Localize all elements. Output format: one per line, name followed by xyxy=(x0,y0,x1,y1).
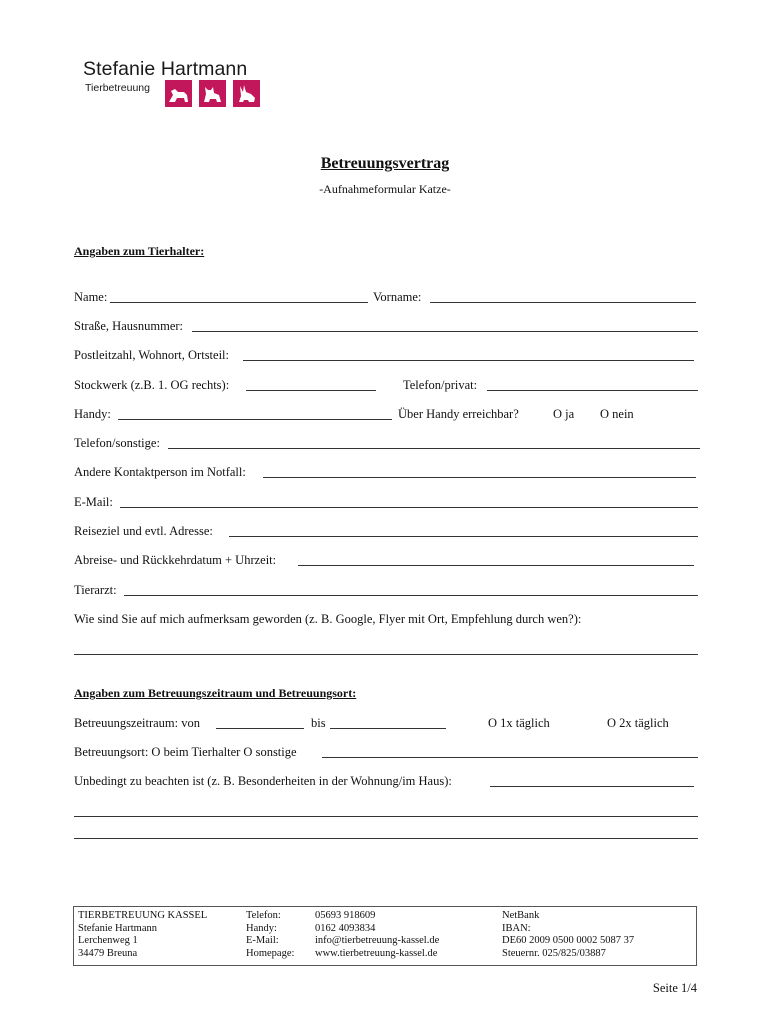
kontakt-field[interactable] xyxy=(263,477,696,478)
name-field[interactable] xyxy=(110,302,368,303)
page-title: Betreuungsvertrag xyxy=(320,155,450,172)
handy-label: Handy: xyxy=(74,407,111,421)
strasse-label: Straße, Hausnummer: xyxy=(74,319,184,333)
option-nein[interactable]: O nein xyxy=(600,407,634,421)
footer-steuer: Steuernr. 025/825/03887 xyxy=(502,947,606,959)
footer-bank: NetBank xyxy=(502,910,540,921)
option-ja[interactable]: O ja xyxy=(553,407,575,421)
option-1x-taeglich[interactable]: O 1x täglich xyxy=(488,716,550,730)
page-number: Seite 1/4 xyxy=(652,981,697,995)
bis-label: bis xyxy=(311,716,326,730)
strasse-field[interactable] xyxy=(192,331,698,332)
footer-homepage[interactable]: www.tierbetreuung-kassel.de xyxy=(315,947,438,959)
bis-field[interactable] xyxy=(330,728,446,729)
aufmerksam-label: Wie sind Sie auf mich aufmerksam geworden (z. B. Google, Flyer mit Ort, Empfehlung durch wen?): xyxy=(74,612,582,626)
betreuungsort-label: Betreuungsort: O beim Tierhalter O sonstige xyxy=(74,745,297,759)
von-field[interactable] xyxy=(216,728,304,729)
tierarzt-field[interactable] xyxy=(124,595,698,596)
telefon-privat-field[interactable] xyxy=(487,390,698,391)
vorname-label: Vorname: xyxy=(373,290,422,304)
reise-label: Reiseziel und evtl. Adresse: xyxy=(74,524,213,538)
footer-email-label: E-Mail: xyxy=(246,935,279,947)
footer-homepage-label: Homepage: xyxy=(246,947,295,959)
email-label: E-Mail: xyxy=(74,495,113,509)
betreuungsort-field[interactable] xyxy=(322,757,698,758)
aufmerksam-field[interactable] xyxy=(74,654,698,655)
abreise-label: Abreise- und Rückkehrdatum + Uhrzeit: xyxy=(74,553,277,567)
stockwerk-field[interactable] xyxy=(246,390,376,391)
rabbit-icon xyxy=(233,80,260,107)
footer-handy: 0162 4093834 xyxy=(315,922,376,934)
footer-handy-label: Handy: xyxy=(246,922,277,934)
footer-box xyxy=(73,906,697,966)
plz-field[interactable] xyxy=(243,360,694,361)
footer-telefon-label: Telefon: xyxy=(246,910,281,921)
logo-subtitle: Tierbetreuung xyxy=(85,82,150,94)
tierarzt-label: Tierarzt: xyxy=(74,583,117,597)
option-2x-taeglich[interactable]: O 2x täglich xyxy=(607,716,669,730)
beachten-field[interactable] xyxy=(490,786,694,787)
telefon-sonstige-field[interactable] xyxy=(168,448,700,449)
footer-iban-label: IBAN: xyxy=(502,922,531,934)
reise-field[interactable] xyxy=(229,536,698,537)
beachten-field-line-3[interactable] xyxy=(74,838,698,839)
telefon-sonstige-label: Telefon/sonstige: xyxy=(74,436,160,450)
telefon-privat-label: Telefon/privat: xyxy=(403,378,478,392)
abreise-field[interactable] xyxy=(298,565,694,566)
plz-label: Postleitzahl, Wohnort, Ortsteil: xyxy=(74,348,229,362)
zeitraum-label: Betreuungszeitraum: von xyxy=(74,716,201,730)
handy-field[interactable] xyxy=(118,419,392,420)
footer-telefon: 05693 918609 xyxy=(315,910,376,921)
footer-email[interactable]: info@tierbetreuung-kassel.de xyxy=(315,935,440,947)
dog-icon xyxy=(165,80,192,107)
beachten-field-line-2[interactable] xyxy=(74,816,698,817)
footer-company: TIERBETREUUNG KASSEL xyxy=(78,910,208,921)
kontakt-label: Andere Kontaktperson im Notfall: xyxy=(74,465,246,479)
footer-iban: DE60 2009 0500 0002 5087 37 xyxy=(502,935,635,947)
stockwerk-label: Stockwerk (z.B. 1. OG rechts): xyxy=(74,378,230,392)
page-subtitle: -Aufnahmeformular Katze- xyxy=(319,182,451,196)
footer-city: 34479 Breuna xyxy=(78,947,138,959)
email-field[interactable] xyxy=(120,507,698,508)
section-heading-tierhalter: Angaben zum Tierhalter: xyxy=(74,244,205,258)
footer-street: Lerchenweg 1 xyxy=(78,935,138,947)
name-label: Name: xyxy=(74,290,108,304)
footer-owner: Stefanie Hartmann xyxy=(78,922,158,934)
handy-erreichbar-label: Über Handy erreichbar? xyxy=(398,407,519,421)
vorname-field[interactable] xyxy=(430,302,696,303)
beachten-label: Unbedingt zu beachten ist (z. B. Besonderheiten in der Wohnung/im Haus): xyxy=(74,774,452,788)
section-heading-betreuung: Angaben zum Betreuungszeitraum und Betreuungsort: xyxy=(74,686,357,700)
logo-name: Stefanie Hartmann xyxy=(83,58,248,80)
cat-icon xyxy=(199,80,226,107)
